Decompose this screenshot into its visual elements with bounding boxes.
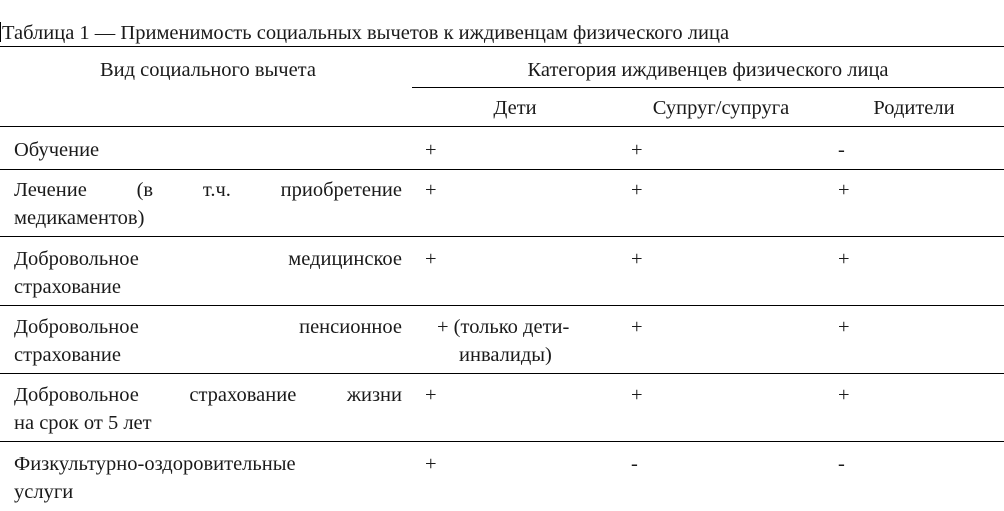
row-spouse-value: + [631,248,643,270]
row-label-line2: страхование [14,344,121,366]
row-parents-value: - [838,139,845,161]
caption-text: Таблица 1 — Применимость социальных вычетов к иждивенцам физического лица [2,22,730,44]
row-children-line1: + (только дети- [437,316,570,338]
row-label-line1: Лечение (в т.ч. приобретение [14,179,402,201]
row-label-line2: страхование [14,276,121,298]
header-parents: Родители [873,97,955,119]
row-children-value: + [425,453,437,475]
row-spouse-value: + [631,316,643,338]
header-dependents-category: Категория иждивенцев физического лица [527,59,889,81]
row-border [0,236,1004,237]
row-label-line1: Добровольное страхование жизни [14,384,402,406]
row-border [0,373,1004,374]
row-deduction-type [14,245,402,301]
header-children: Дети [493,97,537,119]
row-children-value: + [425,179,437,201]
row-deduction-type [14,450,402,506]
text-cursor [0,22,1,42]
row-border [0,441,1004,442]
row-parents-value: + [838,179,850,201]
row-label-line1: Добровольное пенсионное [14,316,402,338]
row-parents-value: - [838,453,845,475]
row-parents-value: + [838,316,850,338]
row-children-line2: инвалиды) [459,344,552,366]
row-deduction-type [14,176,402,232]
row-border [0,305,1004,306]
header-bottom-border [0,126,1004,127]
row-spouse-value: - [631,453,638,475]
table-caption [0,20,1004,47]
header-deduction-type: Вид социального вычета [99,59,316,81]
row-label-line2: на срок от 5 лет [14,412,152,434]
header-divider [412,87,1004,88]
row-spouse-value: + [631,384,643,406]
row-deduction-type [14,381,402,437]
row-deduction-type [14,136,402,164]
row-spouse-value: + [631,139,643,161]
row-label-line2: медикаментов) [14,207,145,229]
row-parents-value: + [838,248,850,270]
row-spouse-value: + [631,179,643,201]
row-label-line1: Добровольное медицинское [14,248,402,270]
row-border [0,169,1004,170]
row-deduction-type [14,313,402,369]
header-spouse: Супруг/супруга [652,97,790,119]
row-children-value: + [425,248,437,270]
row-parents-value: + [838,384,850,406]
row-label-line1: Физкультурно-оздоровительные [14,453,296,475]
row-children-value: + [425,139,437,161]
row-children-value: + [425,384,437,406]
row-label-line1: Обучение [14,139,100,161]
row-label-line2: услуги [14,481,74,503]
row-children-value [437,313,569,369]
